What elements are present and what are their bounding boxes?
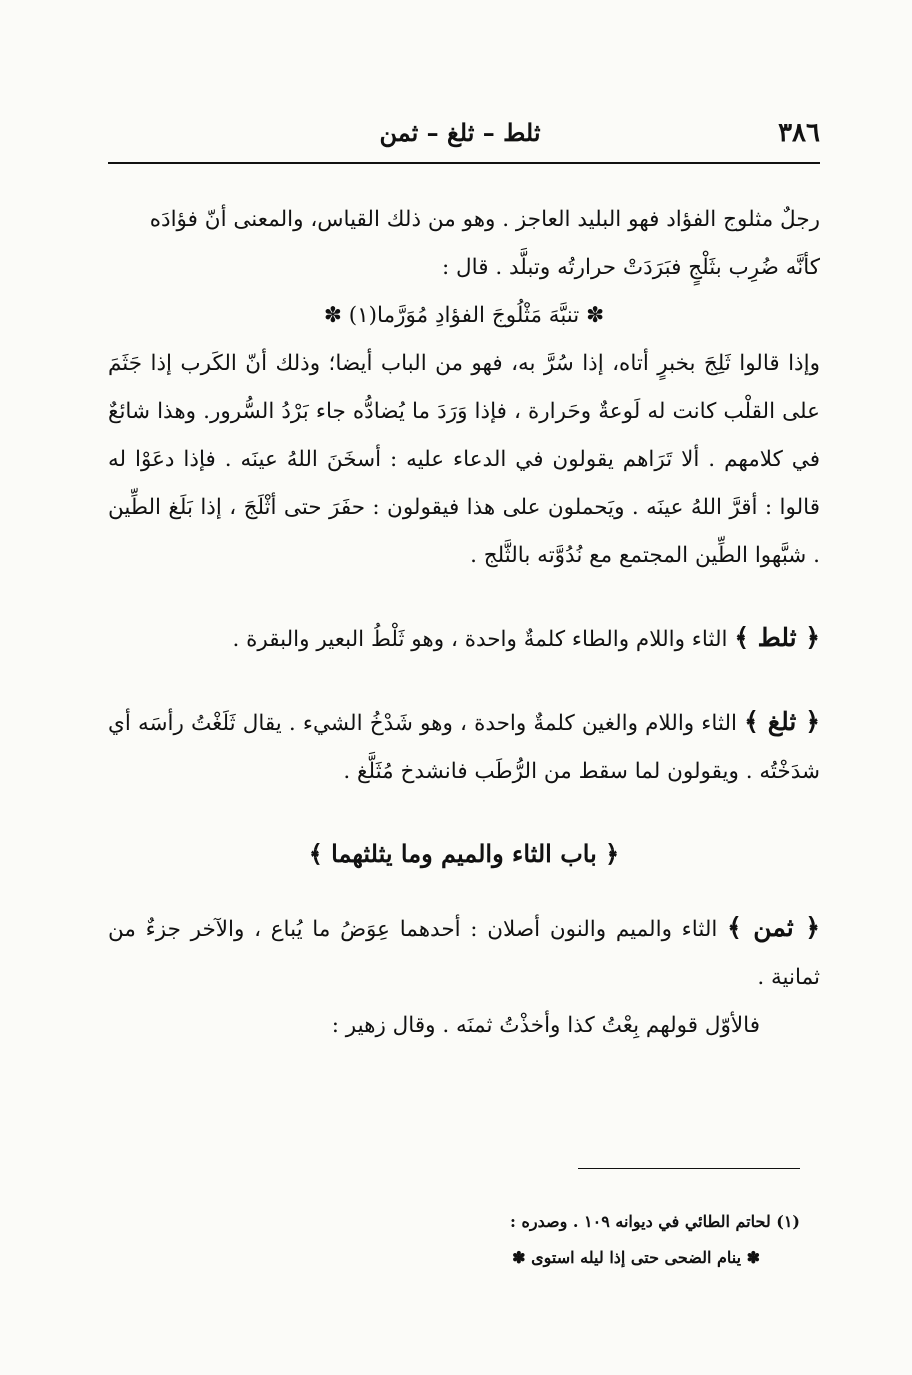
footnote-verse: ✽ ينام الضحى حتى إذا ليله استوى ✽ [512,1248,760,1267]
footnotes [300,1204,800,1276]
running-title: ثلط – ثلغ – ثمن [379,118,541,147]
entry-headword: ﴿ ثلغ ﴾ [744,707,820,736]
page-number: ٣٨٦ [778,118,820,148]
entry-text: الثاء واللام والغين كلمةٌ واحدة ، وهو شَدْخُ الشيء . يقال ثَلَغْتُ رأسَه أي شدَخْتُه . ويقولون لما سقط من الرُّطَب فانشدخ مُثَلَّغ . [108,711,820,784]
footnote: (١) لحاتم الطائي في ديوانه ١٠٩ . وصدره : [510,1212,800,1231]
paragraph-line: كأنَّه ضُرِب بثَلْجٍ فبَرَدَتْ حرارتُه وتبلَّد . قال : [441,255,820,280]
paragraph: فالأوّل قولهم بِعْتُ كذا وأخذْتُ ثمنَه . وقال زهير : [331,1013,760,1038]
paragraph: وإذا قالوا ثَلِجَ بخبرٍ أتاه، إذا سُرَّ به، فهو من الباب أيضا؛ وذلك أنّ الكَرب إذا جَثَمَ على القلْب كانت له لَوعةٌ وحَرارة ، فإذا وَرَدَ ما يُضادُّه جاء بَرْدُ السُّرور. وهذا شائعٌ في كلامهم . ألا تَرَاهم يقولون في الدعاء عليه : أسخَنَ اللهُ عينَه . فإذا دعَوْا له قالوا : أقرَّ اللهُ عينَه . ويَحملون على هذا فيقولون : حفَرَ حتى أثْلَجَ ، إذا بَلَغ الطِّين . شبَّهوا الطِّين المجتمع مع نُدُوَّته بالثَّلج . [108,351,820,568]
entry-headword: ﴿ ثلط ﴾ [734,623,820,652]
dictionary-entry-thalagh [108,698,820,796]
footnote-rule [578,1168,800,1169]
chapter-title: ﴿ باب الثاء والميم وما يثلثهما ﴾ [308,839,620,868]
main-text [108,196,820,1050]
verse-line: ✽ تنبَّهَ مَثْلُوجَ الفؤادِ مُوَرَّما(١) ✽ [323,303,605,328]
dictionary-entry-thaman [108,904,820,1002]
paragraph-line: رجلٌ مثلوج الفؤاد فهو البليد العاجز . وهو من ذلك القياس، والمعنى أنّ فؤادَه [149,207,820,232]
dictionary-entry-thalat [108,614,820,664]
header-rule [108,162,820,164]
entry-headword: ﴿ ثمن ﴾ [727,913,820,942]
entry-text: الثاء واللام والطاء كلمةٌ واحدة ، وهو ثَلْطُ البعير والبقرة . [232,627,728,652]
entry-text: الثاء والميم والنون أصلان : أحدهما عِوَضُ ما يُباع ، والآخر جزءٌ من ثمانية . [108,917,820,990]
